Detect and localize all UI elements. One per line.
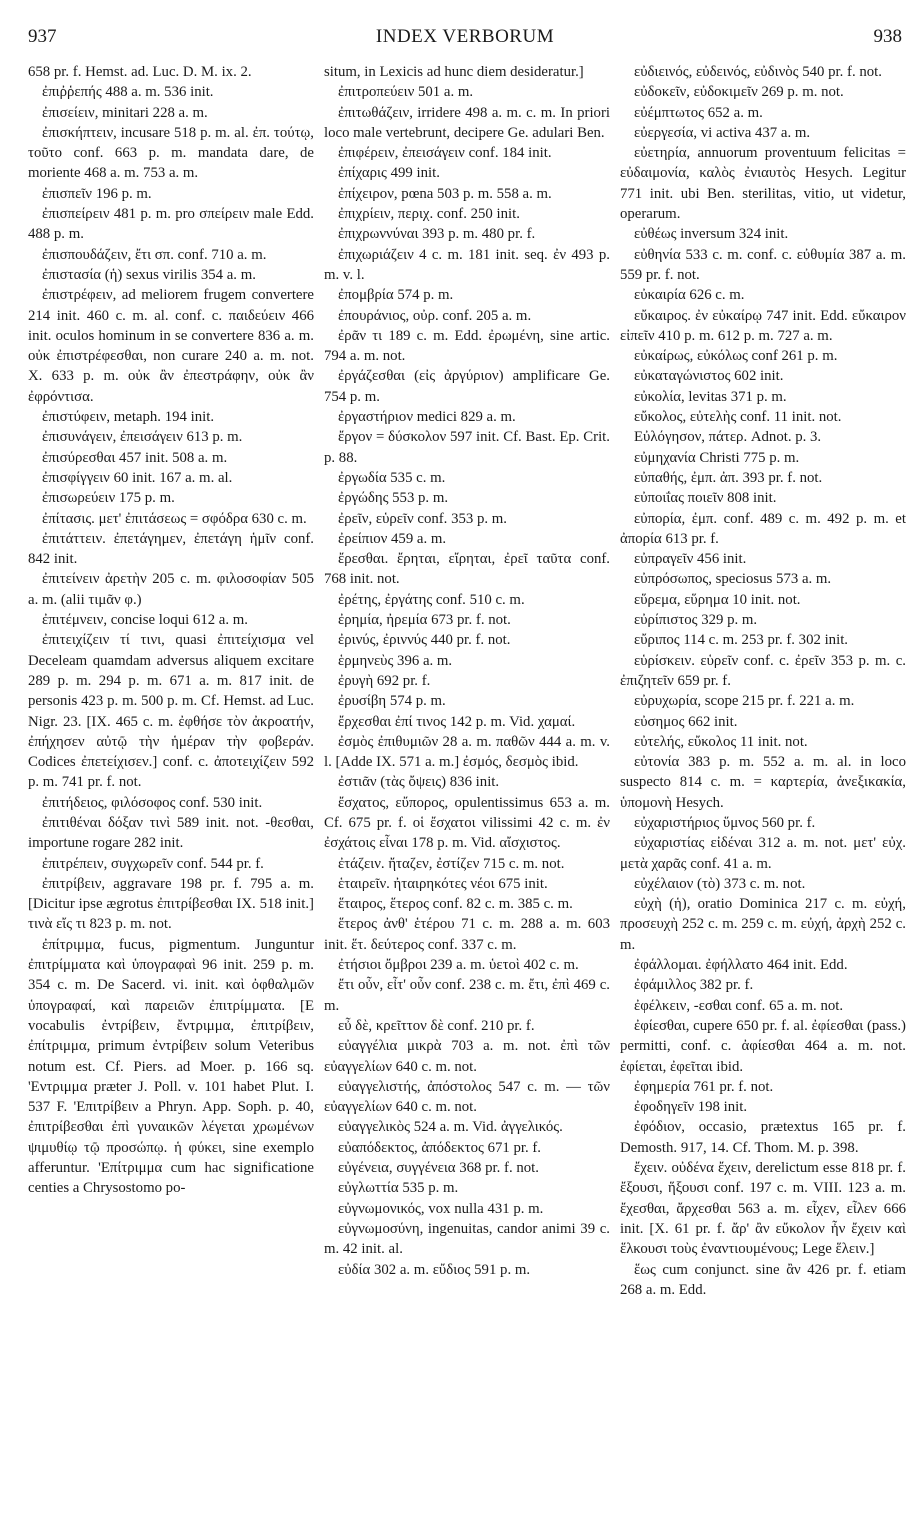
index-entry: ἐπιτιθέναι δόξαν τινὶ 589 init. not. -θεσθαι, importune rogare 282 init.: [28, 814, 314, 852]
index-entry: ἐπισυνάγειν, ἐπεισάγειν 613 p. m.: [42, 429, 243, 446]
index-entry: ἐπιτροπεύειν 501 a. m.: [338, 84, 474, 101]
index-entry: ἕως cum conjunct. sine ἂν 426 pr. f. etiam 268 a. m. Edd.: [620, 1261, 906, 1298]
index-entry: ἐργάζεσθαι (εἰς ἀργύριον) amplificare Ge. 754 p. m.: [324, 368, 610, 405]
index-entry: ἐπιτειχίζειν τί τινι, quasi ἐπιτείχισμα vel Deceleam quamdam adversus aliquem excitare 289 p. m. 294 p. m. 671 a. m. 817 init. de personis 423 p. m. 500 p. m. Cf. Hemst. ad Luc. Nigr. 23. [IX. 465 c. m. ἐφθήσε τὸν ἀκροατήν, ἐπήχησεν αὐτῷ τὴν ἡμέραν τὴν φοβεράν. Codices ἐπετείχισεν.] conf. c. ἀποτειχίζειν 592 p. m. 741 pr. f. not.: [28, 632, 314, 791]
index-entry: εὐκαιρία 626 c. m.: [634, 287, 745, 304]
index-entry: ἐπιστύφειν, metaph. 194 init.: [42, 409, 215, 426]
index-entry: ἐπομβρία 574 p. m.: [338, 287, 454, 304]
page-number-left: 937: [28, 26, 57, 47]
index-entry: ἐπιστασία (ἡ) sexus virilis 354 a. m.: [42, 266, 256, 283]
index-entry: ἑρμηνεὺς 396 a. m.: [338, 652, 453, 669]
index-entry: εὔκαιρος. ἐν εὐκαίρῳ 747 init. Edd. εὔκαιρον εἰπεῖν 410 p. m. 612 p. m. 727 a. m.: [620, 307, 906, 344]
index-entry: ἐπίχειρον, pœna 503 p. m. 558 a. m.: [338, 185, 552, 202]
index-entry: ἐπιτωθάζειν, irridere 498 a. m. c. m. In priori loco male vertebrunt, decipere Ge. adulari Ben.: [324, 104, 610, 141]
index-entry: ἐπισύρεσθαι 457 init. 508 a. m.: [42, 449, 228, 466]
index-entry: εὕρεμα, εὕρημα 10 init. not.: [634, 591, 801, 608]
index-entry: ἔργον = δύσκολον 597 init. Cf. Bast. Ep. Crit. p. 88.: [324, 429, 610, 466]
index-entry: εὐχὴ (ἡ), oratio Dominica 217 c. m. εὐχή, προσευχὴ 252 c. m. 259 c. m. εὐχή, ἀρχὴ 252 c. m.: [620, 896, 906, 953]
index-entry: εὐετηρία, annuorum proventuum felicitas = εὐδαιμονία, καλὸς ἐνιαυτὸς Hesych. Legitur 771 init. ubi Ben. sterilitas, vitio, ut videtur, operarum.: [620, 145, 906, 223]
index-entry: εὐκαταγώνιστος 602 init.: [634, 368, 784, 385]
index-entry: εὐρίπιστος 329 p. m.: [634, 612, 758, 629]
index-entry: εὖ δὲ, κρεῖττον δὲ conf. 210 pr. f.: [338, 1017, 535, 1034]
index-entry: εὐγνωμοσύνη, ingenuitas, candor animi 39 c. m. 42 init. al.: [324, 1220, 610, 1258]
index-entry: εὐποιΐας ποιεῖν 808 init.: [634, 490, 777, 507]
column-left: [28, 62, 314, 1530]
index-entry: ἐπιχρωννύναι 393 p. m. 480 pr. f.: [338, 226, 536, 243]
column-right: [620, 62, 906, 1530]
index-entry: ἐπιχρίειν, περιχ. conf. 250 init.: [338, 206, 520, 223]
index-entry: situm, in Lexicis ad hunc diem desideratur.]: [324, 64, 584, 80]
index-entry: ἔτι οὖν, εἶτ' οὖν conf. 238 c. m. ἔτι, ἐπὶ 469 c. m.: [324, 977, 610, 1014]
index-entry: εὐθηνία 533 c. m. conf. c. εὐθυμία 387 a. m. 559 pr. f. not.: [620, 246, 906, 283]
index-entry: ἐτάζειν. ἤταζεν, ἐστίζεν 715 c. m. not.: [338, 855, 565, 872]
index-entry: ἐρεῖν, εὑρεῖν conf. 353 p. m.: [338, 510, 507, 527]
index-entry: ἐρυγὴ 692 pr. f.: [338, 672, 431, 689]
index-entry: εὐμηχανία Christi 775 p. m.: [634, 449, 800, 466]
index-entry: ἐφέλκειν, -εσθαι conf. 65 a. m. not.: [634, 997, 844, 1014]
index-entry: εὐκολία, levitas 371 p. m.: [634, 388, 787, 405]
index-entry: εὐδιεινός, εὐδεινός, εὐδινὸς 540 pr. f. not.: [634, 64, 882, 80]
index-columns: [28, 62, 906, 1530]
index-entry: εὐπρόσωπος, speciosus 573 a. m.: [634, 571, 832, 588]
index-entry: ἐπισείειν, minitari 228 a. m.: [42, 104, 208, 121]
index-entry: ἔσχατος, εὔπορος, opulentissimus 653 a. m. Cf. 675 pr. f. οἱ ἔσχατοι vilissimi 42 c. m. ἐν ἐσχάτοις εἶναι 178 p. m. Vid. αἴσχιστος.: [324, 794, 610, 852]
index-entry: ἐπιτείνειν ἀρετὴν 205 c. m. φιλοσοφίαν 505 a. m. (alii τιμᾶν φ.): [28, 571, 314, 608]
index-entry: ἐφάμιλλος 382 pr. f.: [634, 977, 754, 994]
index-entry: εὐαπόδεκτος, ἀπόδεκτος 671 pr. f.: [338, 1139, 542, 1156]
index-entry: ἐπιτάττειν. ἐπετάγημεν, ἐπετάγη ἡμῖν conf. 842 init.: [28, 530, 314, 568]
index-entry: ἐφημερία 761 pr. f. not.: [634, 1078, 774, 1095]
index-entry: εὐδία 302 a. m. εὔδιος 591 p. m.: [338, 1261, 531, 1278]
index-entry: ἐπισωρεύειν 175 p. m.: [42, 490, 175, 507]
running-title: INDEX VERBORUM: [375, 26, 555, 47]
index-entry: ἐρυσίβη 574 p. m.: [338, 693, 446, 710]
index-entry: ἐπίχαρις 499 init.: [338, 165, 440, 182]
index-entry: εὐκαίρως, εὐκόλως conf 261 p. m.: [634, 348, 838, 365]
index-entry: εὐπραγεῖν 456 init.: [634, 551, 747, 568]
page-number-right: 938: [873, 26, 902, 47]
index-entry: ἕταιρος, ἕτερος conf. 82 c. m. 385 c. m.: [338, 896, 573, 913]
index-entry: εὐτονία 383 p. m. 552 a. m. al. in loco suspecto 814 c. m. = καρτερία, ἀνεξικακία, ὑπομονὴ Hesych.: [620, 754, 906, 811]
index-entry: ἐφοδηγεῖν 198 init.: [634, 1099, 748, 1116]
index-entry: ἐπίτασις. μετ' ἐπιτάσεως = σφόδρα 630 c. m.: [42, 510, 307, 527]
index-entry: εὐθέως inversum 324 init.: [634, 226, 789, 243]
index-entry: ἐσμὸς ἐπιθυμιῶν 28 a. m. παθῶν 444 a. m. v. l. [Adde IX. 571 a. m.] ἐσμός, δεσμὸς ibid.: [324, 733, 610, 771]
index-entry: ἐπισπείρειν 481 p. m. pro σπείρειν male Edd. 488 p. m.: [28, 206, 314, 243]
index-entry: εὑρίσκειν. εὑρεῖν conf. c. ἐρεῖν 353 p. m. c. ἐπιζητεῖν 659 pr. f.: [620, 652, 906, 689]
index-entry: ἐπιῤῥεπής 488 a. m. 536 init.: [42, 84, 214, 101]
index-entry: εὐγένεια, συγγένεια 368 pr. f. not.: [338, 1160, 539, 1177]
index-entry: ἐπιτήδειος, φιλόσοφος conf. 530 init.: [42, 794, 263, 811]
index-entry: εὐαγγέλια μικρὰ 703 a. m. not. ἐπὶ τῶν εὐαγγελίων 640 c. m. not.: [324, 1038, 610, 1075]
index-entry: εὐγνωμονικός, vox nulla 431 p. m.: [338, 1200, 544, 1217]
index-entry: ἐπισκήπτειν, incusare 518 p. m. al. ἐπ. τούτῳ, τοῦτο conf. 663 p. m. mandata dare, de moriente 468 a. m. 753 a. m.: [28, 124, 314, 182]
index-entry: ἐπισφίγγειν 60 init. 167 a. m. al.: [42, 469, 233, 486]
column-middle: [324, 62, 610, 1530]
index-entry: εὐεργεσία, vi activa 437 a. m.: [634, 124, 811, 141]
index-entry: εὐχέλαιον (τὸ) 373 c. m. not.: [634, 875, 806, 892]
index-entry: ἔρχεσθαι ἐπί τινος 142 p. m. Vid. χαμαί.: [338, 713, 576, 730]
index-entry: ἐργωδία 535 c. m.: [338, 469, 446, 486]
index-entry: ἐπισπουδάζειν, ἔτι σπ. conf. 710 a. m.: [42, 246, 267, 263]
index-entry: εὐέμπτωτος 652 a. m.: [634, 104, 763, 121]
index-entry: ἐπισπεῖν 196 p. m.: [42, 185, 152, 202]
index-entry: ἐπιτρίβειν, aggravare 198 pr. f. 795 a. m. [Dicitur ipse ægrotus ἐπιτρίβεσθαι IX. 518 init.] τινὰ εἴς τι 823 p. m. not.: [28, 875, 314, 933]
index-entry: ἐργαστήριον medici 829 a. m.: [338, 409, 516, 426]
index-entry: ἐρείπιον 459 a. m.: [338, 530, 447, 547]
index-entry: ἐπιστρέφειν, ad meliorem frugem convertere 214 init. 460 c. m. al. conf. c. παιδεύειν 466 init. oculos hominum in se convertere 836 a. m. οὐκ ἐπιστρέφεσθαι, non curare 240 a. m. not. X. 633 p. m. οὐκ ἂν ἐπεστράφην, οὐκ ἂν ἐφρόντισα.: [28, 287, 314, 405]
index-entry: εὔκολος, εὐτελὴς conf. 11 init. not.: [634, 409, 842, 426]
index-entry: εὐπορία, ἐμπ. conf. 489 c. m. 492 p. m. et ἀπορία 613 pr. f.: [620, 510, 906, 547]
index-entry: ἐρημία, ἠρεμία 673 pr. f. not.: [338, 612, 511, 629]
index-entry: ἐπιφέρειν, ἐπεισάγειν conf. 184 init.: [338, 145, 552, 162]
index-entry: εὐσημος 662 init.: [634, 713, 738, 730]
index-entry: εὐχαριστίας εἰδέναι 312 a. m. not. μετ' εὐχ. μετὰ χαρᾶς conf. 41 a. m.: [620, 835, 906, 872]
index-entry: εὐγλωττία 535 p. m.: [338, 1180, 459, 1197]
index-entry: εὐτελής, εὔκολος 11 init. not.: [634, 733, 808, 750]
index-entry: ἐφάλλομαι. ἐφήλλατο 464 init. Edd.: [634, 957, 848, 974]
index-entry: ἐστιᾶν (τὰς ὄψεις) 836 init.: [338, 774, 500, 791]
index-entry: εὐπαθής, ἐμπ. ἀπ. 393 pr. f. not.: [634, 469, 823, 486]
index-entry: ἐπιτρέπειν, συγχωρεῖν conf. 544 pr. f.: [42, 855, 264, 872]
index-entry: εὐαγγελικὸς 524 a. m. Vid. ἀγγελικός.: [338, 1119, 563, 1136]
index-entry: ἔχειν. οὐδένα ἔχειν, derelictum esse 818 pr. f. ἔξουσι, ἥξουσι conf. 197 c. m. VIII. 123 a. m. ἔχεσθαι, ἄρχεσθαι 563 a. m. εἶχεν, εἶλεν 666 init. [X. 61 pr. f. ἄρ' ἂν εὔκολον ἦν ἔχειν καὶ ἕλκουσι τοὺς ἐναντιουμένους; Lege ἕλειν.]: [620, 1160, 906, 1258]
index-entry: ἕτερος ἀνθ' ἑτέρου 71 c. m. 288 a. m. 603 init. ἕτ. δεύτερος conf. 337 c. m.: [324, 916, 610, 953]
index-entry: εὐαγγελιστής, ἀπόστολος 547 c. m. — τῶν εὐαγγελίων 640 c. m. not.: [324, 1078, 610, 1116]
index-entry: εὐρυχωρία, scope 215 pr. f. 221 a. m.: [634, 693, 855, 710]
index-entry: ἐπίτριμμα, fucus, pigmentum. Junguntur ἐπιτρίμματα καὶ ὑπογραφαὶ 96 init. 259 p. m. 354 c. m. De Sacerd. vi. init. καὶ ὀφθαλμῶν ὑπογραφαί, καὶ παρειῶν ἐπιτρίμματα. [E vocabulis ἐντρίβειν, ἔντριμμα, ἐπιτρίβειν, ἐπίτριμμα, primum ἐντρίβειν solum Veteribus notum est. Cf. Piers. ad Moer. p. 166 sq. 'Εντριμμα præter J. Poll. v. 101 habet Plut. I. 537 F. 'Επιτρίβειν a Phryn. App. Soph. p. 40, ἐπιτρίβεσθαι ἐπὶ γυναικῶν λέγεται χρωμένων ψιμυθίῳ τῷ προσώπῳ. ἡ φύκει, sine exemplo afferuntur. 'Επίτριμμα cum hac significatione centies a Chrysostomo po-: [28, 936, 314, 1197]
index-entry: εὐδοκεῖν, εὐδοκιμεῖν 269 p. m. not.: [634, 84, 844, 101]
index-entry: ἐπιτέμνειν, concise loqui 612 a. m.: [42, 612, 248, 629]
index-entry: ἐρᾶν τι 189 c. m. Edd. ἐρωμένη, sine artic. 794 a. m. not.: [324, 327, 610, 365]
index-entry: ἐπουράνιος, οὐρ. conf. 205 a. m.: [338, 307, 532, 324]
index-entry: Εὐλόγησον, πάτερ. Adnot. p. 3.: [634, 429, 822, 446]
index-entry: ἐτήσιοι ὄμβροι 239 a. m. ὑετοὶ 402 c. m.: [338, 957, 579, 974]
index-entry: ἐφόδιον, occasio, prætextus 165 pr. f. Demosth. 917, 14. Cf. Thom. M. p. 398.: [620, 1119, 906, 1156]
index-entry: ἐφίεσθαι, cupere 650 pr. f. al. ἐφίεσθαι (pass.) permitti, conf. c. ἀφίεσθαι 464 a. m. not. ἐφίεται, ἐφεῖται ibid.: [620, 1017, 906, 1075]
index-entry: ἐρινύς, ἐριννύς 440 pr. f. not.: [338, 632, 511, 649]
index-entry: 658 pr. f. Hemst. ad. Luc. D. M. ix. 2.: [28, 64, 252, 80]
index-entry: ἐργώδης 553 p. m.: [338, 490, 449, 507]
index-entry: ἐπιχωριάζειν 4 c. m. 181 init. seq. ἐν 493 p. m. v. l.: [324, 246, 610, 283]
index-entry: εὔριπος 114 c. m. 253 pr. f. 302 init.: [634, 632, 849, 649]
index-entry: εὐχαριστήριος ὕμνος 560 pr. f.: [634, 814, 816, 831]
index-entry: ἐρέτης, ἐργάτης conf. 510 c. m.: [338, 591, 525, 608]
page-header: [28, 26, 902, 54]
index-entry: ἔρεσθαι. ἔρηται, εἴρηται, ἐρεῖ ταῦτα conf. 768 init. not.: [324, 551, 610, 588]
index-entry: ἑταιρεῖν. ἠταιρηκότες νέοι 675 init.: [338, 875, 548, 892]
